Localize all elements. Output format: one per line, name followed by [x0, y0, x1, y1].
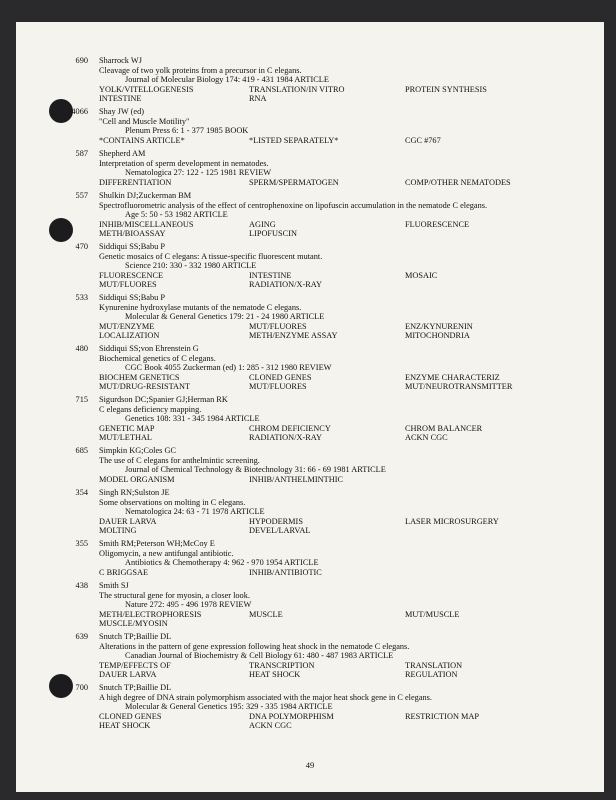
- keyword: HEAT SHOCK: [99, 721, 151, 731]
- entry-source: Nature 272: 495 - 496 1978 REVIEW: [125, 600, 252, 610]
- keyword: MUT/LETHAL: [99, 433, 152, 443]
- keyword: MUT/ENZYME: [99, 321, 155, 331]
- entry-number: 470: [75, 242, 88, 251]
- entry-body: [99, 293, 599, 341]
- entry-source: Nematologica 27: 122 - 125 1981 REVIEW: [125, 168, 272, 178]
- entry-author: Shulkin DJ;Zuckerman BM: [99, 191, 192, 200]
- entry-number: 690: [75, 56, 88, 65]
- punch-hole: [49, 218, 73, 242]
- entry-title: Spectrofluorometric analysis of the effect of centrophenoxine on lipofuscin accumulation in the nematode C elegans.: [99, 200, 488, 210]
- keyword: REGULATION: [405, 670, 458, 680]
- entry-author: Sharrock WJ: [99, 56, 142, 65]
- keyword: PROTEIN SYNTHESIS: [405, 84, 487, 94]
- keyword-row: [99, 610, 599, 620]
- keyword-row: [99, 136, 599, 146]
- keyword-row: [99, 526, 599, 536]
- entry-source: Antibiotics & Chemotherapy 4: 962 - 970 1954 ARTICLE: [125, 558, 319, 568]
- entry-source: Journal of Chemical Technology & Biotechnology 31: 66 - 69 1981 ARTICLE: [125, 465, 386, 475]
- keyword: *LISTED SEPARATELY*: [249, 135, 339, 145]
- entry-title: A high degree of DNA strain polymorphism associated with the major heat shock gene in C elegans.: [99, 692, 432, 702]
- keyword: MODEL ORGANISM: [99, 474, 175, 484]
- keyword-row: [99, 331, 599, 341]
- entry-number: 4066: [71, 107, 88, 116]
- entry-number: 557: [75, 191, 88, 200]
- entry-author: Siddiqui SS;Babu P: [99, 242, 165, 251]
- keyword: C BRIGGSAE: [99, 567, 149, 577]
- keyword-row: [99, 433, 599, 443]
- page-number: 49: [305, 760, 315, 770]
- entry-body: [99, 344, 599, 392]
- keyword: MITOCHONDRIA: [405, 331, 470, 341]
- entry-title: Genetic mosaics of C elegans: A tissue-specific fluorescent mutant.: [99, 251, 323, 261]
- entry-number: 355: [75, 539, 88, 548]
- entry-number: 533: [75, 293, 88, 302]
- keyword: RESTRICTION MAP: [405, 711, 479, 721]
- entry-title: Interpretation of sperm development in nematodes.: [99, 158, 269, 168]
- entry-author: Snutch TP;Baillie DL: [99, 683, 172, 692]
- entry-source: CGC Book 4055 Zuckerman (ed) 1: 285 - 312 1980 REVIEW: [125, 363, 332, 373]
- keyword: MOLTING: [99, 526, 137, 536]
- keyword-row: [99, 94, 599, 104]
- keyword: HEAT SHOCK: [249, 670, 301, 680]
- entry-body: [99, 395, 599, 443]
- keyword: METH/ELECTROPHORESIS: [99, 609, 202, 619]
- entry-source: Nematologica 24: 63 - 71 1978 ARTICLE: [125, 507, 265, 517]
- keyword: CHROM DEFICIENCY: [249, 423, 331, 433]
- keyword-row: [99, 517, 599, 527]
- entry-source: Molecular & General Genetics 179: 21 - 24 1980 ARTICLE: [125, 312, 325, 322]
- entry-title: C elegans deficiency mapping.: [99, 404, 202, 414]
- keyword: GENETIC MAP: [99, 423, 155, 433]
- entry-title: Oligomycin, a new antifungal antibiotic.: [99, 548, 234, 558]
- entry-body: [99, 683, 599, 731]
- keyword: INTESTINE: [249, 270, 292, 280]
- keyword: CLONED GENES: [249, 372, 312, 382]
- keyword: INTESTINE: [99, 94, 142, 104]
- keyword-row: [99, 229, 599, 239]
- keyword: TEMP/EFFECTS OF: [99, 660, 171, 670]
- keyword: MUT/FLUORES: [99, 280, 157, 290]
- entry-title: Some observations on molting in C elegans.: [99, 497, 246, 507]
- keyword: INHIB/ANTHELMINTHIC: [249, 474, 344, 484]
- keyword: CHROM BALANCER: [405, 423, 483, 433]
- keyword: ENZYME CHARACTERIZ: [405, 372, 500, 382]
- keyword: TRANSLATION: [405, 660, 463, 670]
- entry-title: The use of C elegans for anthelmintic screening.: [99, 455, 260, 465]
- entry-body: [99, 581, 599, 629]
- keyword: *CONTAINS ARTICLE*: [99, 135, 185, 145]
- keyword-row: [99, 424, 599, 434]
- keyword-row: [99, 475, 599, 485]
- keyword: DAUER LARVA: [99, 516, 157, 526]
- entry-source: Genetics 108: 331 - 345 1984 ARTICLE: [125, 414, 260, 424]
- keyword: METH/BIOASSAY: [99, 229, 166, 239]
- entry-author: Siddiqui SS;Babu P: [99, 293, 165, 302]
- keyword: MUSCLE: [249, 609, 283, 619]
- entry-author: Smith RM;Peterson WH;McCoy E: [99, 539, 215, 548]
- entry-author: Shay JW (ed): [99, 107, 145, 116]
- entry-title: The structural gene for myosin, a closer look.: [99, 590, 250, 600]
- keyword: FLUORESCENCE: [99, 270, 164, 280]
- entry-body: [99, 242, 599, 290]
- keyword: TRANSLATION/IN VITRO: [249, 84, 345, 94]
- keyword: METH/ENZYME ASSAY: [249, 331, 338, 341]
- keyword-row: [99, 220, 599, 230]
- entry-number: 685: [75, 446, 88, 455]
- entry-author: Smith SJ: [99, 581, 129, 590]
- keyword: ACKN CGC: [249, 721, 292, 731]
- entry-author: Singh RN;Sulston JE: [99, 488, 170, 497]
- entry-number: 700: [75, 683, 88, 692]
- keyword: MUSCLE/MYOSIN: [99, 619, 168, 629]
- entry-number: 639: [75, 632, 88, 641]
- keyword: MUT/MUSCLE: [405, 609, 460, 619]
- entry-title: Cleavage of two yolk proteins from a precursor in C elegans.: [99, 65, 302, 75]
- keyword: RADIATION/X-RAY: [249, 280, 322, 290]
- keyword: RADIATION/X-RAY: [249, 433, 322, 443]
- entry-source: Canadian Journal of Biochemistry & Cell Biology 61: 480 - 487 1983 ARTICLE: [125, 651, 394, 661]
- entry-body: [99, 149, 599, 187]
- keyword-row: [99, 178, 599, 188]
- keyword: CLONED GENES: [99, 711, 162, 721]
- entry-title: Kynurenine hydroxylase mutants of the nematode C elegans.: [99, 302, 302, 312]
- keyword: DNA POLYMORPHISM: [249, 711, 334, 721]
- keyword: TRANSCRIPTION: [249, 660, 315, 670]
- entry-source: Age 5: 50 - 53 1982 ARTICLE: [125, 210, 228, 220]
- keyword-row: [99, 382, 599, 392]
- entry-body: [99, 488, 599, 536]
- keyword-row: [99, 712, 599, 722]
- keyword: CGC #767: [405, 135, 441, 145]
- keyword-row: [99, 271, 599, 281]
- keyword-row: [99, 721, 599, 731]
- entry-body: [99, 446, 599, 484]
- keyword: INHIB/ANTIBIOTIC: [249, 567, 322, 577]
- keyword: YOLK/VITELLOGENESIS: [99, 84, 194, 94]
- document-page: [16, 22, 604, 792]
- keyword: ENZ/KYNURENIN: [405, 321, 473, 331]
- keyword: DEVEL/LARVAL: [249, 526, 311, 536]
- entry-author: Snutch TP;Baillie DL: [99, 632, 172, 641]
- keyword: AGING: [249, 219, 276, 229]
- keyword-row: [99, 280, 599, 290]
- entry-title: Biochemical genetics of C elegans.: [99, 353, 216, 363]
- entry-title: Alterations in the pattern of gene expression following heat shock in the nematode C elegans.: [99, 641, 410, 651]
- entry-author: Sigurdson DC;Spanier GJ;Herman RK: [99, 395, 228, 404]
- entry-number: 438: [75, 581, 88, 590]
- entry-title: "Cell and Muscle Motility": [99, 116, 190, 126]
- keyword: MUT/FLUORES: [249, 321, 307, 331]
- entry-source: Molecular & General Genetics 195: 329 - 335 1984 ARTICLE: [125, 702, 333, 712]
- keyword-row: [99, 619, 599, 629]
- keyword-row: [99, 568, 599, 578]
- entry-body: [99, 539, 599, 577]
- entry-source: Plenum Press 6: 1 - 377 1985 BOOK: [125, 126, 249, 136]
- entry-number: 587: [75, 149, 88, 158]
- entry-author: Shepherd AM: [99, 149, 146, 158]
- entry-number: 354: [75, 488, 88, 497]
- keyword: MOSAIC: [405, 270, 438, 280]
- entry-author: Simpkin KG;Coles GC: [99, 446, 176, 455]
- keyword: INHIB/MISCELLANEOUS: [99, 219, 194, 229]
- entry-body: [99, 191, 599, 239]
- entry-number: 480: [75, 344, 88, 353]
- keyword: SPERM/SPERMATOGEN: [249, 177, 339, 187]
- entry-body: [99, 107, 599, 145]
- keyword: RNA: [249, 94, 267, 104]
- entry-source: Science 210: 330 - 332 1980 ARTICLE: [125, 261, 257, 271]
- keyword-row: [99, 661, 599, 671]
- keyword: LASER MICROSURGERY: [405, 516, 499, 526]
- keyword-row: [99, 85, 599, 95]
- keyword: LIPOFUSCIN: [249, 229, 297, 239]
- entry-body: [99, 632, 599, 680]
- keyword: MUT/FLUORES: [249, 382, 307, 392]
- entry-source: Journal of Molecular Biology 174: 419 - 431 1984 ARTICLE: [125, 75, 329, 85]
- keyword: BIOCHEM GENETICS: [99, 372, 180, 382]
- keyword: DIFFERENTIATION: [99, 177, 172, 187]
- keyword: COMP/OTHER NEMATODES: [405, 177, 511, 187]
- entry-author: Siddiqui SS;von Ehrenstein G: [99, 344, 199, 353]
- keyword: LOCALIZATION: [99, 331, 160, 341]
- entry-number: 715: [75, 395, 88, 404]
- entry-body: [99, 56, 599, 104]
- keyword-row: [99, 373, 599, 383]
- keyword-row: [99, 322, 599, 332]
- keyword: FLUORESCENCE: [405, 219, 470, 229]
- keyword-row: [99, 670, 599, 680]
- keyword: HYPODERMIS: [249, 516, 303, 526]
- keyword: MUT/DRUG-RESISTANT: [99, 382, 191, 392]
- keyword: MUT/NEUROTRANSMITTER: [405, 382, 513, 392]
- keyword: DAUER LARVA: [99, 670, 157, 680]
- keyword: ACKN CGC: [405, 433, 448, 443]
